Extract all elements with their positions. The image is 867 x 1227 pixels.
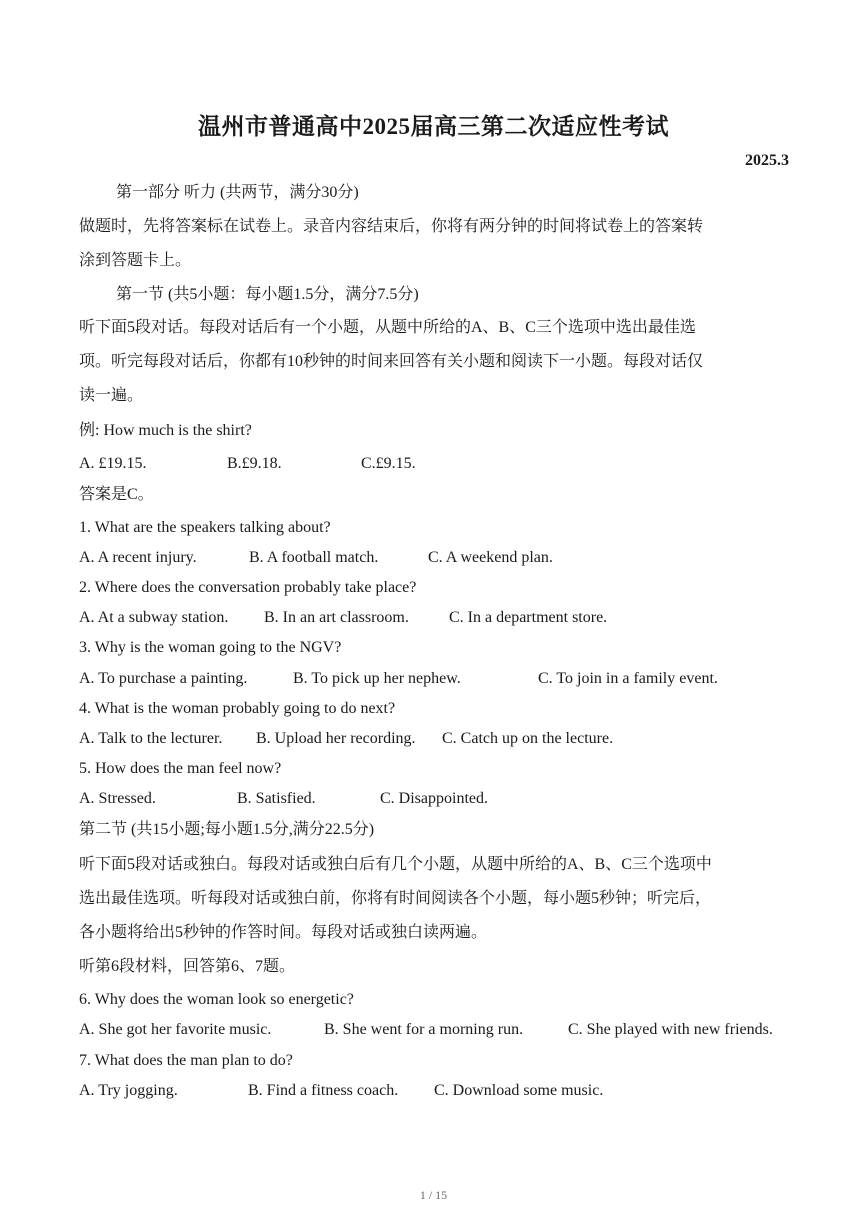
page-number: 1 / 15	[419, 1188, 448, 1202]
part1-heading: 第一部分 听力 (共两节，满分30分)	[116, 184, 359, 201]
option-c: C. She played with new friends.	[568, 1021, 773, 1038]
option-b: B. Find a fitness coach.	[248, 1082, 399, 1099]
option-c: C. A weekend plan.	[428, 549, 553, 566]
material-6-note: 听第6段材料，回答第6、7题。	[79, 958, 296, 975]
option-c: C. Download some music.	[434, 1082, 604, 1099]
question-6-options	[79, 1020, 799, 1040]
question-1: 1. What are the speakers talking about?	[79, 519, 331, 536]
option-b: B. To pick up her nephew.	[293, 670, 461, 687]
exam-date: 2025.3	[745, 152, 789, 169]
question-5: 5. How does the man feel now?	[79, 760, 282, 777]
option-a: A. A recent injury.	[79, 549, 197, 566]
example-option-a: A. £19.15.	[79, 455, 147, 472]
option-a: A. Stressed.	[79, 790, 156, 807]
question-5-options	[79, 789, 779, 809]
exam-title: 温州市普通高中2025届高三第二次适应性考试	[198, 114, 669, 139]
section1-instruction-1: 听下面5段对话。每段对话后有一个小题，从题中所给的A、B、C三个选项中选出最佳选	[79, 319, 696, 336]
option-a: A. She got her favorite music.	[79, 1021, 272, 1038]
example-question: 例: How much is the shirt?	[79, 422, 252, 439]
section1-instruction-2: 项。听完每段对话后，你都有10秒钟的时间来回答有关小题和阅读下一小题。每段对话仅	[79, 353, 704, 370]
option-c: C. To join in a family event.	[538, 670, 718, 687]
option-a: A. Try jogging.	[79, 1082, 178, 1099]
intro-line-2: 涂到答题卡上。	[79, 252, 192, 269]
option-c: C. Catch up on the lecture.	[442, 730, 614, 747]
section2-heading: 第二节 (共15小题;每小题1.5分,满分22.5分)	[79, 821, 375, 838]
example-options	[79, 454, 779, 474]
section2-instruction-1: 听下面5段对话或独白。每段对话或独白后有几个小题，从题中所给的A、B、C三个选项中	[79, 856, 712, 873]
section1-heading: 第一节 (共5小题：每小题1.5分，满分7.5分)	[116, 286, 419, 303]
option-b: B. She went for a morning run.	[324, 1021, 524, 1038]
option-b: B. Satisfied.	[237, 790, 316, 807]
option-b: B. A football match.	[249, 549, 379, 566]
question-7: 7. What does the man plan to do?	[79, 1052, 293, 1069]
option-c: C. Disappointed.	[380, 790, 488, 807]
question-2-options	[79, 608, 779, 628]
example-option-b: B.£9.18.	[227, 455, 282, 472]
question-1-options	[79, 548, 779, 568]
option-b: B. In an art classroom.	[264, 609, 409, 626]
section1-instruction-3: 读一遍。	[79, 387, 144, 404]
section2-instruction-2: 选出最佳选项。听每段对话或独白前，你将有时间阅读各个小题，每小题5秒钟；听完后，	[79, 890, 712, 907]
option-a: A. Talk to the lecturer.	[79, 730, 223, 747]
option-b: B. Upload her recording.	[256, 730, 416, 747]
intro-line-1: 做题时，先将答案标在试卷上。录音内容结束后，你将有两分钟的时间将试卷上的答案转	[79, 218, 704, 235]
example-answer: 答案是C。	[79, 486, 154, 503]
option-a: A. At a subway station.	[79, 609, 229, 626]
question-2: 2. Where does the conversation probably take place?	[79, 579, 417, 596]
question-7-options	[79, 1081, 779, 1101]
question-4: 4. What is the woman probably going to do next?	[79, 700, 396, 717]
question-4-options	[79, 729, 779, 749]
question-3-options	[79, 669, 779, 689]
question-6: 6. Why does the woman look so energetic?	[79, 991, 354, 1008]
option-c: C. In a department store.	[449, 609, 608, 626]
option-a: A. To purchase a painting.	[79, 670, 248, 687]
section2-instruction-3: 各小题将给出5秒钟的作答时间。每段对话或独白读两遍。	[79, 924, 488, 941]
question-3: 3. Why is the woman going to the NGV?	[79, 639, 342, 656]
example-option-c: C.£9.15.	[361, 455, 416, 472]
